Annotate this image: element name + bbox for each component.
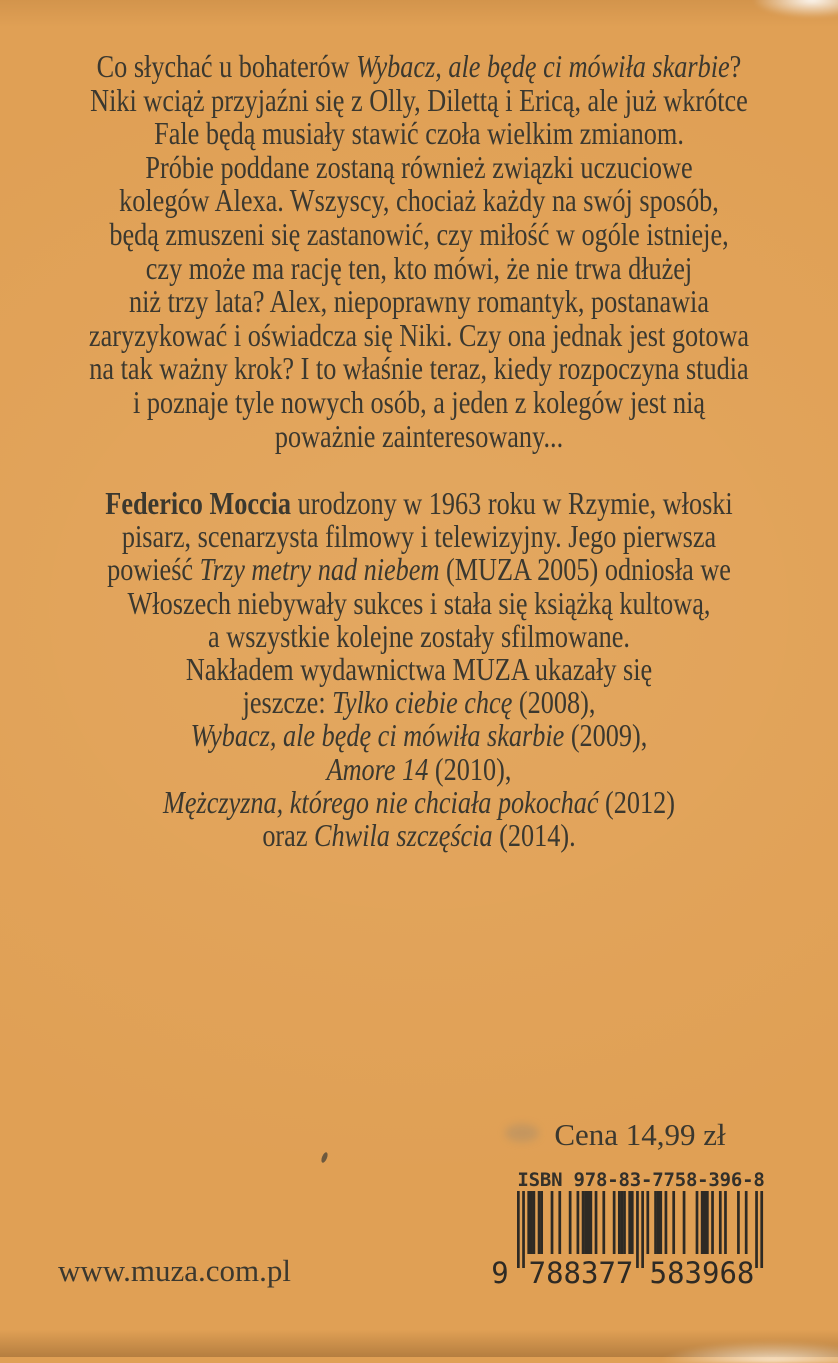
barcode-bar	[636, 1191, 639, 1268]
barcode-bar	[582, 1191, 585, 1254]
barcode-bar	[602, 1191, 605, 1254]
barcode-bar	[577, 1191, 580, 1254]
isbn-label: ISBN 978-83-7758-396-8	[517, 1169, 765, 1191]
scan-glare-top-right	[752, 0, 838, 18]
barcode-bar	[654, 1191, 657, 1254]
text-line: Niki wciąż przyjaźni się z Olly, Dilettą i Ericą, ale już wkrótce	[90, 81, 748, 118]
text-line: Co słychać u bohaterów Wybacz, ale będę ci mówiła skarbie?	[96, 48, 742, 84]
barcode-bar	[646, 1191, 649, 1254]
barcode-bar	[538, 1191, 541, 1254]
barcode-bar	[657, 1191, 660, 1254]
text-line: niż trzy lata? Alex, niepoprawny romantyk, postanawia	[128, 283, 709, 320]
barcode-bar	[618, 1191, 621, 1254]
barcode-bar	[719, 1191, 722, 1254]
barcode-bar	[631, 1191, 634, 1254]
barcode-bar	[584, 1191, 587, 1254]
barcode-bar	[530, 1191, 533, 1254]
barcode-bar	[665, 1191, 668, 1254]
barcode-bar	[527, 1191, 530, 1254]
text-line: Wybacz, ale będę ci mówiła skarbie (2009),	[190, 717, 648, 754]
barcode-bar	[533, 1191, 536, 1254]
barcode-bar	[706, 1191, 709, 1254]
barcode-bar	[683, 1191, 686, 1254]
text-line: Włoszech niebywały sukces i stała się książką kultową,	[127, 584, 711, 621]
text-line: poważnie zainteresowany...	[274, 417, 564, 454]
synopsis-paragraph	[30, 50, 809, 453]
barcode-bar	[628, 1191, 631, 1254]
barcode-digits-right: 583968	[649, 1256, 755, 1289]
barcode-bar	[696, 1191, 699, 1254]
text-line: powieść Trzy metry nad niebem (MUZA 2005) odniosła we	[107, 551, 731, 588]
barcode-bar	[745, 1191, 748, 1254]
barcode-bar	[701, 1191, 704, 1254]
text-line: jeszcze: Tylko ciebie chcę (2008),	[242, 684, 596, 721]
barcode-bar	[755, 1191, 758, 1268]
text-line: kolegów Alexa. Wszyscy, chociaż każdy na swój sposób,	[119, 182, 719, 219]
text-line: a wszystkie kolejne zostały sfilmowane.	[208, 617, 630, 654]
barcode-bar	[672, 1191, 675, 1254]
text-line: na tak ważny krok? I to właśnie teraz, kiedy rozpoczyna studia	[89, 350, 749, 387]
barcode-bar	[724, 1191, 727, 1254]
barcode-digits-left: 788377	[528, 1256, 634, 1289]
text-line: Amore 14 (2010),	[326, 750, 512, 787]
text-line: Federico Moccia urodzony w 1963 roku w Rzymie, włoski	[105, 485, 733, 521]
text-line: Próbie poddane zostaną również związki uczuciowe	[145, 148, 693, 185]
text-line: Mężczyzna, którego nie chciała pokochać (2012)	[162, 783, 675, 820]
barcode-bar	[641, 1191, 644, 1268]
barcode-bar	[621, 1191, 624, 1254]
barcode-bar	[595, 1191, 598, 1254]
text-line: oraz Chwila szczęścia (2014).	[262, 817, 576, 854]
text-line: pisarz, scenarzysta filmowy i telewizyjny. Jego pierwsza	[121, 518, 717, 555]
text-line: Fale będą musiały stawić czoła wielkim zmianom.	[154, 115, 684, 152]
website-url: www.muza.com.pl	[58, 1253, 292, 1288]
barcode-bar	[522, 1191, 525, 1268]
barcode-bar	[587, 1191, 590, 1254]
text-line: Nakładem wydawnictwa MUZA ukazały się	[185, 651, 653, 688]
ean13-barcode	[484, 1191, 768, 1289]
price-label: Cena 14,99 zł	[554, 1117, 726, 1152]
barcode-bar	[589, 1191, 592, 1254]
barcode-bar	[711, 1191, 714, 1254]
barcode-bar	[623, 1191, 626, 1254]
print-smudge	[505, 1124, 539, 1142]
barcode-bar	[517, 1191, 520, 1268]
text-line: i poznaje tyle nowych osób, a jeden z kolegów jest nią	[132, 383, 706, 420]
barcode-bar	[558, 1191, 561, 1254]
barcode-bar	[737, 1191, 740, 1254]
barcode-bar	[659, 1191, 662, 1254]
author-bio-paragraph	[30, 487, 809, 852]
barcode-bar	[551, 1191, 554, 1254]
barcode-bar	[703, 1191, 706, 1254]
barcode-digit-first: 9	[491, 1256, 509, 1289]
text-line: będą zmuszeni się zastanowić, czy miłość w ogóle istnieje,	[109, 215, 729, 252]
ink-speck	[320, 1151, 329, 1163]
barcode-bar	[613, 1191, 616, 1254]
text-line: zaryzykować i oświadcza się Niki. Czy ona jednak jest gotowa	[88, 316, 750, 353]
scan-glare-bottom-right	[658, 1341, 838, 1363]
barcode-bar	[540, 1191, 543, 1254]
barcode-bar	[760, 1191, 763, 1268]
text-line: czy może ma rację ten, kto mówi, że nie trwa dłużej	[145, 249, 693, 286]
barcode-bar	[569, 1191, 572, 1254]
